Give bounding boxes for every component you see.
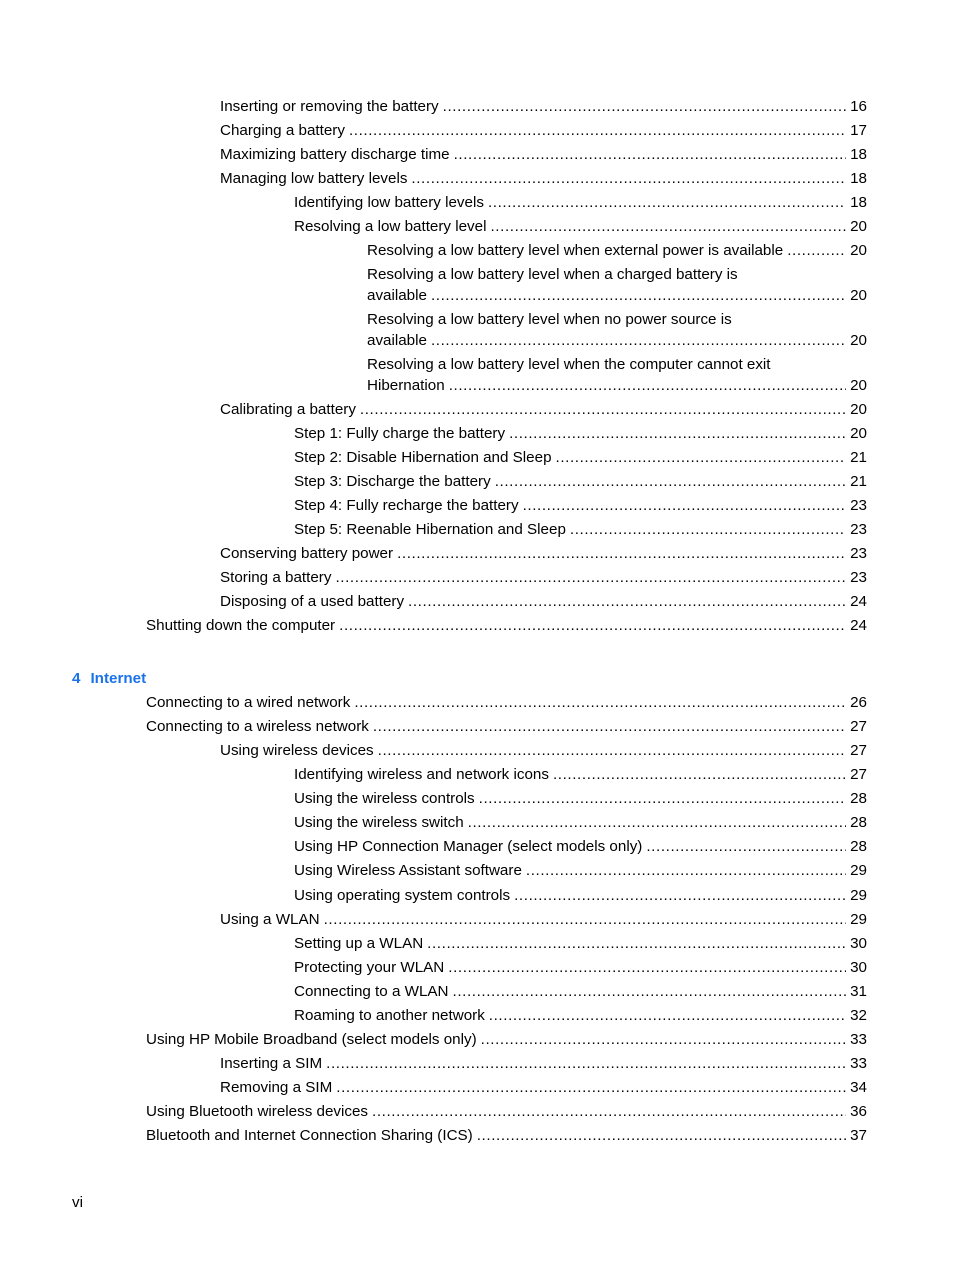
dot-leader bbox=[411, 168, 846, 189]
toc-entry-title: Connecting to a wired network bbox=[146, 694, 351, 711]
toc-entry-title-line1: Resolving a low battery level when the computer cannot exit bbox=[367, 356, 771, 373]
toc-entry-page: 16 bbox=[850, 98, 867, 115]
toc-entry-page: 24 bbox=[850, 593, 867, 610]
toc-entry-page: 30 bbox=[850, 935, 867, 952]
toc-entry[interactable] bbox=[294, 933, 867, 954]
dot-leader bbox=[468, 812, 846, 833]
toc-entry[interactable] bbox=[220, 144, 867, 165]
toc-entry-title: Managing low battery levels bbox=[220, 170, 408, 187]
dot-leader bbox=[481, 1029, 846, 1050]
toc-entry-title: Connecting to a wireless network bbox=[146, 718, 369, 735]
toc-entry-page: 18 bbox=[850, 146, 867, 163]
toc-entry-title: Using Bluetooth wireless devices bbox=[146, 1103, 369, 1120]
toc-entry[interactable] bbox=[220, 909, 867, 930]
toc-entry[interactable] bbox=[220, 567, 867, 588]
toc-entry[interactable] bbox=[220, 120, 867, 141]
toc-entry-title: Setting up a WLAN bbox=[294, 935, 424, 952]
dot-leader bbox=[443, 96, 846, 117]
toc-entry[interactable] bbox=[294, 495, 867, 516]
toc-entry-title: Identifying low battery levels bbox=[294, 194, 484, 211]
toc-entry-title: Protecting your WLAN bbox=[294, 959, 445, 976]
toc-entry[interactable] bbox=[146, 1029, 867, 1050]
toc-entry-page: 20 bbox=[850, 377, 867, 394]
dot-leader bbox=[509, 423, 846, 444]
toc-entry-page: 32 bbox=[850, 1007, 867, 1024]
toc-entry-page: 20 bbox=[850, 218, 867, 235]
toc-entry-page: 27 bbox=[850, 718, 867, 735]
toc-entry-page: 23 bbox=[850, 545, 867, 562]
toc-entry-page: 20 bbox=[850, 332, 867, 349]
toc-entry-title: Roaming to another network bbox=[294, 1007, 485, 1024]
dot-leader bbox=[326, 1053, 846, 1074]
toc-entry-title: Removing a SIM bbox=[220, 1079, 333, 1096]
dot-leader bbox=[523, 495, 847, 516]
toc-entry[interactable] bbox=[146, 692, 867, 713]
toc-entry-page: 26 bbox=[850, 694, 867, 711]
toc-entry[interactable] bbox=[294, 519, 867, 540]
toc-entry[interactable] bbox=[294, 860, 867, 881]
dot-leader bbox=[489, 1005, 846, 1026]
toc-entry[interactable] bbox=[146, 1101, 867, 1122]
dot-leader bbox=[354, 692, 846, 713]
toc-entry[interactable] bbox=[294, 423, 867, 444]
dot-leader bbox=[372, 1101, 846, 1122]
toc-entry[interactable] bbox=[367, 285, 867, 306]
dot-leader bbox=[553, 764, 846, 785]
toc-entry[interactable] bbox=[294, 788, 867, 809]
dot-leader bbox=[488, 192, 846, 213]
toc-entry-title: Using a WLAN bbox=[220, 911, 320, 928]
toc-entry-page: 29 bbox=[850, 862, 867, 879]
toc-entry[interactable] bbox=[367, 240, 867, 261]
dot-leader bbox=[431, 330, 846, 351]
toc-entry-title: Bluetooth and Internet Connection Sharing (ICS) bbox=[146, 1127, 473, 1144]
toc-entry-title: Hibernation bbox=[367, 377, 445, 394]
toc-entry-title: Disposing of a used battery bbox=[220, 593, 405, 610]
toc-entry-page: 20 bbox=[850, 425, 867, 442]
toc-entry-page: 21 bbox=[850, 449, 867, 466]
toc-entry-title: Step 1: Fully charge the battery bbox=[294, 425, 506, 442]
toc-entry[interactable] bbox=[367, 330, 867, 351]
chapter-title: Internet bbox=[90, 670, 147, 687]
toc-entry-page: 34 bbox=[850, 1079, 867, 1096]
dot-leader bbox=[514, 885, 846, 906]
toc-entry-page: 33 bbox=[850, 1031, 867, 1048]
toc-entry-title: Conserving battery power bbox=[220, 545, 394, 562]
toc-entry-title: Resolving a low battery level when external power is available bbox=[367, 242, 784, 259]
toc-entry[interactable] bbox=[146, 615, 867, 636]
toc-entry-title: Maximizing battery discharge time bbox=[220, 146, 450, 163]
toc-entry-page: 18 bbox=[850, 194, 867, 211]
dot-leader bbox=[490, 216, 846, 237]
toc-entry[interactable] bbox=[220, 399, 867, 420]
toc-entry-title: Using the wireless controls bbox=[294, 790, 475, 807]
toc-entry-page: 18 bbox=[850, 170, 867, 187]
dot-leader bbox=[449, 375, 846, 396]
toc-entry[interactable] bbox=[220, 168, 867, 189]
dot-leader bbox=[324, 909, 846, 930]
dot-leader bbox=[453, 981, 847, 1002]
toc-entry[interactable] bbox=[294, 216, 867, 237]
dot-leader bbox=[787, 240, 846, 261]
toc-entry-page: 23 bbox=[850, 569, 867, 586]
toc-entry-title: available bbox=[367, 332, 427, 349]
dot-leader bbox=[646, 836, 846, 857]
toc-entry-title: Step 2: Disable Hibernation and Sleep bbox=[294, 449, 552, 466]
dot-leader bbox=[397, 543, 846, 564]
toc-entry-title: Step 5: Reenable Hibernation and Sleep bbox=[294, 521, 566, 538]
dot-leader bbox=[479, 788, 846, 809]
toc-entry[interactable] bbox=[220, 1077, 867, 1098]
toc-entry[interactable] bbox=[294, 836, 867, 857]
toc-entry-title-line1: Resolving a low battery level when no power source is bbox=[367, 311, 732, 328]
toc-entry-page: 29 bbox=[850, 911, 867, 928]
toc-entry-title: Using wireless devices bbox=[220, 742, 374, 759]
toc-entry-page: 37 bbox=[850, 1127, 867, 1144]
toc-entry-page: 21 bbox=[850, 473, 867, 490]
toc-entry-page: 29 bbox=[850, 887, 867, 904]
dot-leader bbox=[570, 519, 846, 540]
chapter-number: 4 bbox=[72, 670, 81, 687]
toc-entry-title: Using HP Mobile Broadband (select models only) bbox=[146, 1031, 477, 1048]
toc-entry-page: 31 bbox=[850, 983, 867, 1000]
toc-entry-title: Inserting a SIM bbox=[220, 1055, 323, 1072]
toc-entry-title: Storing a battery bbox=[220, 569, 332, 586]
toc-entry[interactable] bbox=[220, 591, 867, 612]
chapter-heading[interactable] bbox=[72, 668, 146, 689]
toc-entry[interactable] bbox=[294, 447, 867, 468]
toc-entry-title: Identifying wireless and network icons bbox=[294, 766, 549, 783]
dot-leader bbox=[349, 120, 846, 141]
dot-leader bbox=[335, 567, 846, 588]
toc-entry-title: Using operating system controls bbox=[294, 887, 511, 904]
toc-entry-title: Using HP Connection Manager (select models only) bbox=[294, 838, 643, 855]
dot-leader bbox=[408, 591, 846, 612]
toc-entry-page: 27 bbox=[850, 742, 867, 759]
toc-entry-page: 28 bbox=[850, 838, 867, 855]
toc-entry-page: 23 bbox=[850, 521, 867, 538]
dot-leader bbox=[448, 957, 846, 978]
toc-entry-title: Step 3: Discharge the battery bbox=[294, 473, 491, 490]
dot-leader bbox=[373, 716, 846, 737]
toc-entry-page: 23 bbox=[850, 497, 867, 514]
dot-leader bbox=[431, 285, 846, 306]
toc-entry[interactable] bbox=[294, 957, 867, 978]
dot-leader bbox=[339, 615, 846, 636]
toc-entry[interactable] bbox=[294, 981, 867, 1002]
toc-entry-page: 24 bbox=[850, 617, 867, 634]
dot-leader bbox=[526, 860, 846, 881]
toc-entry[interactable] bbox=[220, 740, 867, 761]
toc-entry-title: Shutting down the computer bbox=[146, 617, 336, 634]
toc-entry-title: Resolving a low battery level bbox=[294, 218, 487, 235]
toc-entry-title: Charging a battery bbox=[220, 122, 345, 139]
toc-entry-title-line1: Resolving a low battery level when a charged battery is bbox=[367, 266, 738, 283]
page-number: vi bbox=[72, 1194, 83, 1211]
toc-entry[interactable] bbox=[294, 1005, 867, 1026]
toc-entry[interactable] bbox=[146, 716, 867, 737]
toc-entry-title: Connecting to a WLAN bbox=[294, 983, 449, 1000]
toc-entry[interactable] bbox=[146, 1125, 867, 1146]
toc-entry-page: 17 bbox=[850, 122, 867, 139]
toc-entry[interactable] bbox=[294, 812, 867, 833]
toc-entry[interactable] bbox=[220, 543, 867, 564]
toc-entry-page: 30 bbox=[850, 959, 867, 976]
toc-entry-page: 27 bbox=[850, 766, 867, 783]
toc-entry[interactable] bbox=[294, 471, 867, 492]
dot-leader bbox=[427, 933, 846, 954]
toc-entry-page: 20 bbox=[850, 401, 867, 418]
dot-leader bbox=[556, 447, 847, 468]
toc-entry-title: Calibrating a battery bbox=[220, 401, 356, 418]
toc-entry[interactable] bbox=[294, 764, 867, 785]
dot-leader bbox=[477, 1125, 846, 1146]
toc-entry-page: 28 bbox=[850, 814, 867, 831]
toc-entry-title: available bbox=[367, 287, 427, 304]
toc-entry-title: Using Wireless Assistant software bbox=[294, 862, 522, 879]
dot-leader bbox=[336, 1077, 846, 1098]
toc-entry[interactable] bbox=[220, 1053, 867, 1074]
toc-entry-title: Step 4: Fully recharge the battery bbox=[294, 497, 519, 514]
toc-entry-page: 36 bbox=[850, 1103, 867, 1120]
toc-entry-page: 20 bbox=[850, 287, 867, 304]
toc-entry[interactable] bbox=[220, 96, 867, 117]
toc-entry-page: 20 bbox=[850, 242, 867, 259]
toc-entry-title: Using the wireless switch bbox=[294, 814, 464, 831]
toc-entry[interactable] bbox=[294, 885, 867, 906]
dot-leader bbox=[378, 740, 846, 761]
toc-entry[interactable] bbox=[367, 375, 867, 396]
toc-entry-title: Inserting or removing the battery bbox=[220, 98, 439, 115]
dot-leader bbox=[454, 144, 847, 165]
toc-entry-page: 33 bbox=[850, 1055, 867, 1072]
dot-leader bbox=[360, 399, 846, 420]
toc-entry-page: 28 bbox=[850, 790, 867, 807]
toc-entry[interactable] bbox=[294, 192, 867, 213]
dot-leader bbox=[495, 471, 846, 492]
